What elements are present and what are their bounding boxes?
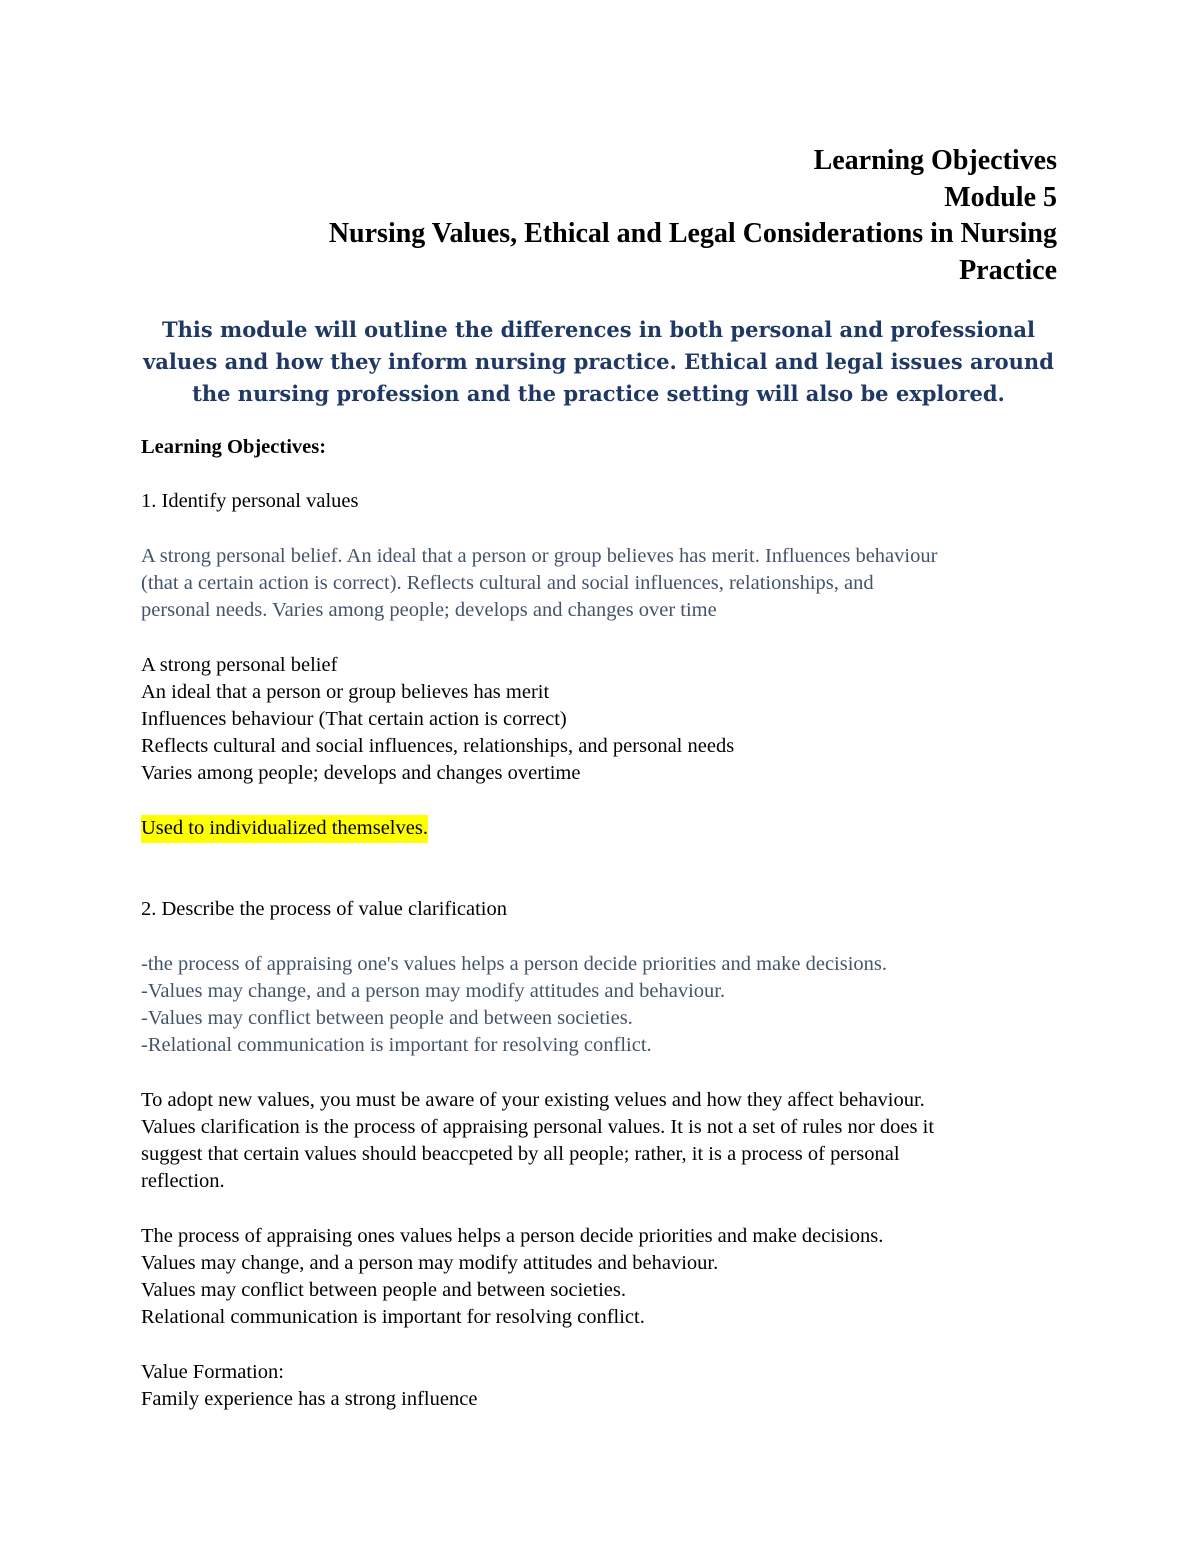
summary-line: personal needs. Varies among people; develops and changes over time [141,599,717,622]
highlighted-note: Used to individualized themselves. [141,815,428,843]
module-title-line: Practice [959,254,1057,286]
list-item: A strong personal belief [141,653,338,676]
intro-line: values and how they inform nursing practice. Ethical and legal issues around [143,349,1054,374]
objective-2-title: 2. Describe the process of value clarification [141,898,507,921]
objective-1-summary [141,543,1071,625]
intro-line: This module will outline the differences in both personal and professional [161,317,1036,342]
summary-line: (that a certain action is correct). Reflects cultural and social influences, relationships, and [141,571,874,594]
highlighted-note-line [141,815,1071,842]
objective-2-points [141,1223,1071,1332]
summary-line: A strong personal belief. An ideal that a person or group believes has merit. Influences behaviour [141,544,938,567]
list-item: -Values may conflict between people and between societies. [141,1007,633,1030]
module-number: Module 5 [944,181,1057,213]
list-item: Relational communication is important for resolving conflict. [141,1306,645,1329]
list-item: -Relational communication is important for resolving conflict. [141,1034,652,1057]
title-line: Learning Objectives [813,145,1057,176]
list-item: Varies among people; develops and changes overtime [141,762,581,785]
list-item: An ideal that a person or group believes has merit [141,680,550,703]
objective-2-blue-points [141,951,1071,1060]
intro-line: the nursing profession and the practice setting will also be explored. [192,381,1005,406]
document-body [141,434,1071,1413]
list-item: -Values may change, and a person may modify attitudes and behaviour. [141,979,726,1002]
value-formation-heading: Value Formation: [141,1360,284,1383]
module-intro [140,314,1057,410]
list-item: Reflects cultural and social influences, relationships, and personal needs [141,735,735,758]
document-title [140,143,1057,289]
paragraph-line: reflection. [141,1170,225,1193]
value-formation-line: Family experience has a strong influence [141,1387,478,1410]
list-item: Values may conflict between people and between societies. [141,1279,626,1302]
paragraph-line: To adopt new values, you must be aware of your existing velues and how they affect behaviour. [141,1088,925,1111]
paragraph-line: Values clarification is the process of appraising personal values. It is not a set of rules nor does it [141,1115,935,1138]
list-item: -the process of appraising one's values helps a person decide priorities and make decisions. [141,952,888,975]
list-item: Values may change, and a person may modify attitudes and behaviour. [141,1251,719,1274]
module-title-line: Nursing Values, Ethical and Legal Considerations in Nursing [328,218,1057,249]
paragraph-line: suggest that certain values should beaccpeted by all people; rather, it is a process of personal [141,1143,900,1166]
objective-1-title: 1. Identify personal values [141,490,359,513]
list-item: The process of appraising ones values helps a person decide priorities and make decisions. [141,1224,884,1247]
objective-1-list [141,652,1071,788]
objectives-heading: Learning Objectives: [141,436,327,458]
list-item: Influences behaviour (That certain action is correct) [141,707,567,730]
objective-2-paragraph [141,1087,1071,1196]
